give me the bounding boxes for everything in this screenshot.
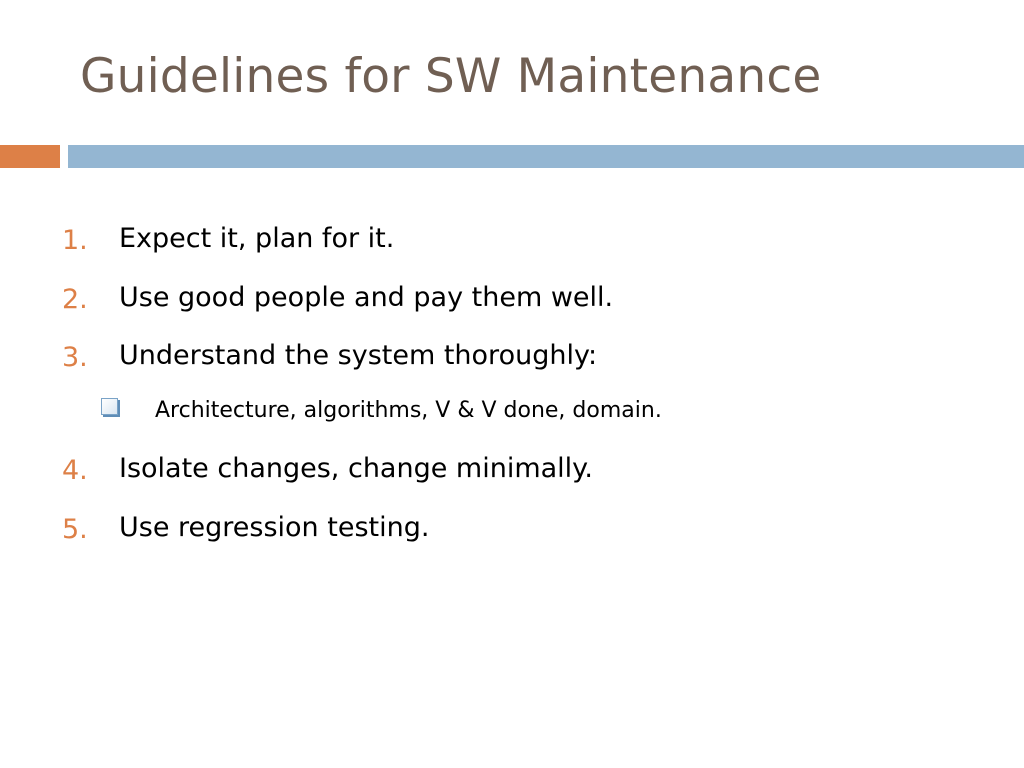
list-item-number: 4. xyxy=(62,455,88,486)
list-item-text: Isolate changes, change minimally. xyxy=(119,453,593,484)
list-item-text: Understand the system thoroughly: xyxy=(119,340,598,371)
list-item-number: 5. xyxy=(62,514,88,545)
list-item-text: Expect it, plan for it. xyxy=(119,223,395,254)
list-item-number: 3. xyxy=(62,342,88,373)
slide-title: Guidelines for SW Maintenance xyxy=(80,49,822,104)
square-bullet-icon xyxy=(101,398,118,415)
list-item-number: 2. xyxy=(62,284,88,315)
list-item-text: Use good people and pay them well. xyxy=(119,282,614,313)
sub-list-item-text: Architecture, algorithms, V & V done, domain. xyxy=(155,398,662,423)
list-item-number: 1. xyxy=(62,225,88,256)
list-item-text: Use regression testing. xyxy=(119,512,430,543)
